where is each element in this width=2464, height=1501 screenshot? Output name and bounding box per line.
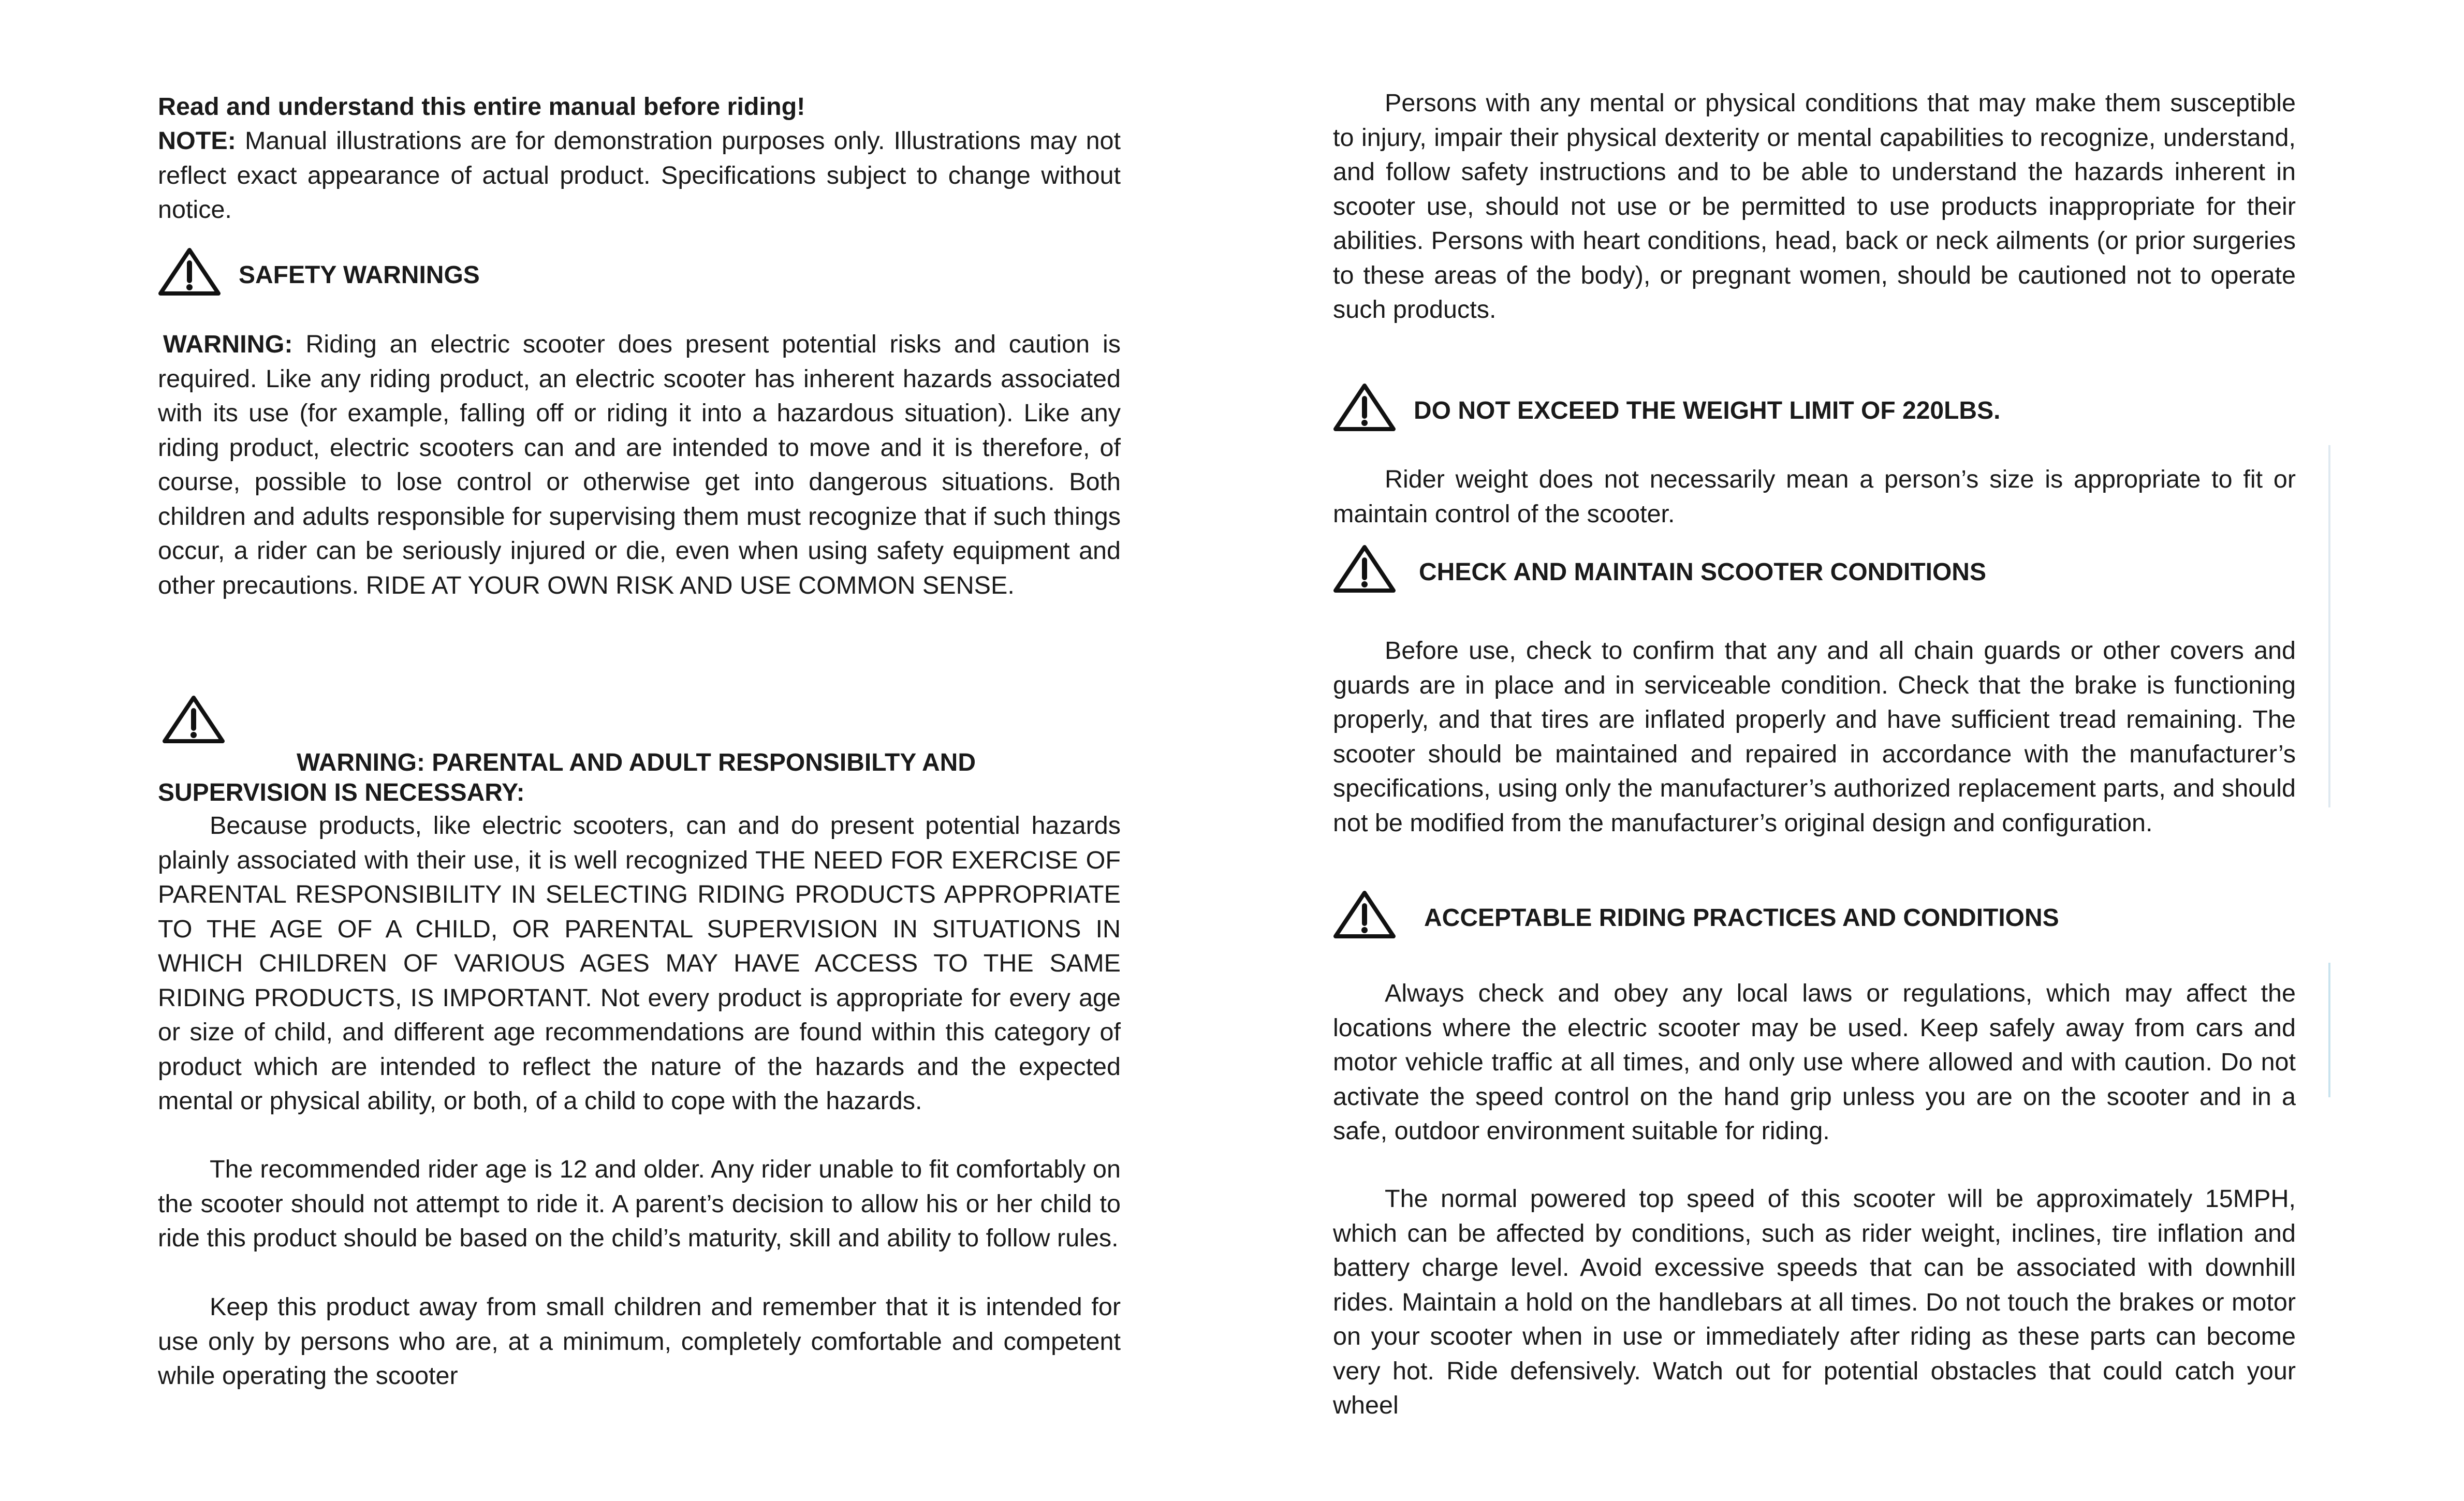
age-paragraph: The recommended rider age is 12 and older. Any rider unable to fit comfortably on the scooter should not attempt to ride it. A parent’s decision to allow his or her child to ride this product should be based on the child’s maturity, skill and ability to follow rules.: [158, 1155, 1121, 1252]
note-label: NOTE:: [158, 127, 236, 155]
conditions-paragraph: Persons with any mental or physical conditions that may make them susceptible to injury, impair their physical dexterity or mental capabilities to recognize, understand, and follow safety instructions and to be able to understand the hazards inherent in scooter use, should not use or be permitted to use products inappropriate for their abilities. Persons with heart conditions, head, back or neck ailments (or prior surgeries to these areas of the body), or pregnant women, should be cautioned not to operate such products.: [1333, 89, 2296, 323]
maintain-heading-text: CHECK AND MAINTAIN SCOOTER CONDITIONS: [1419, 558, 1986, 586]
page-edge-mark: [2328, 963, 2330, 1097]
warning-triangle-icon: [1333, 545, 1396, 600]
page-edge-mark: [2328, 445, 2330, 807]
note-paragraph: [158, 124, 1121, 227]
speed-paragraph: The normal powered top speed of this scooter will be approximately 15MPH, which can be affected by conditions, such as rider weight, inclines, tire inflation and battery charge level. Avoid excessive speeds that can be associated with downhill rides. Maintain a hold on the handlebars at all times. Do not touch the brakes or motor on your scooter when in use or immediately after riding as these parts can become very hot. Ride defensively. Watch out for potential obstacles that could catch your wheel: [1333, 1185, 2296, 1419]
warning-text: Riding an electric scooter does present potential risks and caution is required. Like any riding product, an electric scooter has inherent hazards associated with its use (for example, falling off or riding it into a hazardous situation). Like any riding product, electric scooters can and are intended to move and it is therefore, of course, possible to lose control or otherwise get into dangerous situations. Both children and adults responsible for supervising them must recognize that if such things occur, a rider can be seriously injured or die, even when using safety equipment and other precautions. RIDE AT YOUR OWN RISK AND USE COMMON SENSE.: [158, 330, 1121, 599]
warning-triangle-icon: [158, 247, 221, 303]
maintain-conditions-heading: [1333, 545, 1986, 600]
laws-paragraph: Always check and obey any local laws or regulations, which may affect the locations where the electric scooter may be used. Keep safely away from cars and motor vehicle traffic at all times, and only use where allowed and with caution. Do not activate the speed control on the hand grip unless you are on the scooter and in a safe, outdoor environment suitable for riding.: [1333, 979, 2296, 1145]
warning-triangle-icon: [162, 695, 1121, 751]
maintain-paragraph: Before use, check to confirm that any and all chain guards or other covers and guards are in place and in serviceable condition. Check that the brake is functioning properly, and that tires are inflated properly and have sufficient tread remaining. The scooter should be maintained and repaired in accordance with the manufacturer’s specifications, using only the manufacturer’s authorized replacement parts, and should not be modified from the manufacturer’s original design and configuration.: [1333, 637, 2296, 837]
weight-limit-heading: [1333, 383, 2000, 438]
practices-heading-text: ACCEPTABLE RIDING PRACTICES AND CONDITIONS: [1424, 904, 2059, 932]
intro-title: Read and understand this entire manual before riding!: [158, 93, 805, 121]
warning-paragraph: [158, 327, 1121, 602]
warning-label: WARNING:: [163, 330, 293, 358]
warning-triangle-icon: [1333, 890, 1396, 946]
warning-triangle-icon: [1333, 383, 1396, 438]
products-paragraph: Because products, like electric scooters, can and do present potential hazards plainly associated with their use, it is well recognized THE NEED FOR EXERCISE OF PARENTAL RESPONSIBILITY IN SELECTING RIDING PRODUCTS APPROPRIATE TO THE AGE OF A CHILD, OR PARENTAL SUPERVISION IN SITUATIONS IN WHICH CHILDREN OF VARIOUS AGES MAY HAVE ACCESS TO THE SAME RIDING PRODUCTS, IS IMPORTANT. Not every product is appropriate for every age or size of child, and different age recommendations are found within this category of product which are intended to reflect the nature of the hazards and the expected mental or physical ability, or both, of a child to cope with the hazards.: [158, 812, 1121, 1115]
parental-responsibility-heading: [158, 695, 1121, 808]
weight-heading-text: DO NOT EXCEED THE WEIGHT LIMIT OF 220LBS.: [1414, 396, 2001, 424]
safety-warnings-heading: [158, 247, 480, 303]
riding-practices-heading: [1333, 890, 2059, 946]
parental-heading-line2: SUPERVISION IS NECESSARY:: [158, 779, 525, 806]
note-text: Manual illustrations are for demonstration purposes only. Illustrations may not reflect exact appearance of actual product. Specifications subject to change without notice.: [158, 127, 1121, 224]
parental-heading-line1: WARNING: PARENTAL AND ADULT RESPONSIBILTY AND: [297, 749, 976, 776]
safety-heading-text: SAFETY WARNINGS: [239, 261, 480, 289]
keep-away-paragraph: Keep this product away from small children and remember that it is intended for use only by persons who are, at a minimum, completely comfortable and competent while operating the scooter: [158, 1293, 1121, 1390]
weight-paragraph: Rider weight does not necessarily mean a person’s size is appropriate to fit or maintain control of the scooter.: [1333, 465, 2296, 528]
